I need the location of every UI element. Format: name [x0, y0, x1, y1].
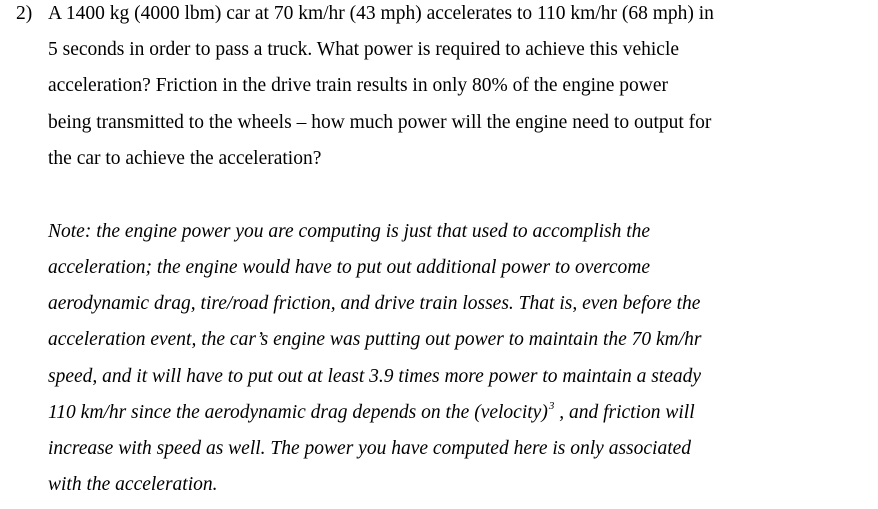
- note-line-4: acceleration event, the car’s engine was putting out power to maintain the 70 km/hr: [48, 329, 702, 350]
- question-line-2: 5 seconds in order to pass a truck. What power is required to achieve this vehicle: [48, 39, 680, 60]
- question-line-5: the car to achieve the acceleration?: [48, 148, 322, 169]
- question-line-1: A 1400 kg (4000 lbm) car at 70 km/hr (43 mph) accelerates to 110 km/hr (68 mph) in: [48, 3, 714, 24]
- note-line-1: Note: the engine power you are computing is just that used to accomplish the: [48, 221, 651, 242]
- note-line-2: acceleration; the engine would have to put out additional power to overcome: [48, 257, 651, 278]
- note-line-6: [48, 402, 695, 426]
- note-line-6-text: 110 km/hr since the aerodynamic drag depends on the (velocity): [48, 402, 548, 423]
- question-line-3: acceleration? Friction in the drive train results in only 80% of the engine power: [48, 75, 669, 96]
- cube-exponent: 3: [548, 400, 555, 412]
- note-line-8: with the acceleration.: [48, 474, 218, 495]
- question-line-4: being transmitted to the wheels – how much power will the engine need to output for: [48, 112, 712, 133]
- note-line-5: speed, and it will have to put out at least 3.9 times more power to maintain a steady: [48, 366, 702, 387]
- question-number: 2): [16, 3, 33, 24]
- note-line-7: increase with speed as well. The power you have computed here is only associated: [48, 438, 692, 459]
- note-line-6-tail: , and friction will: [554, 402, 695, 423]
- note-line-3: aerodynamic drag, tire/road friction, and drive train losses. That is, even before the: [48, 293, 701, 314]
